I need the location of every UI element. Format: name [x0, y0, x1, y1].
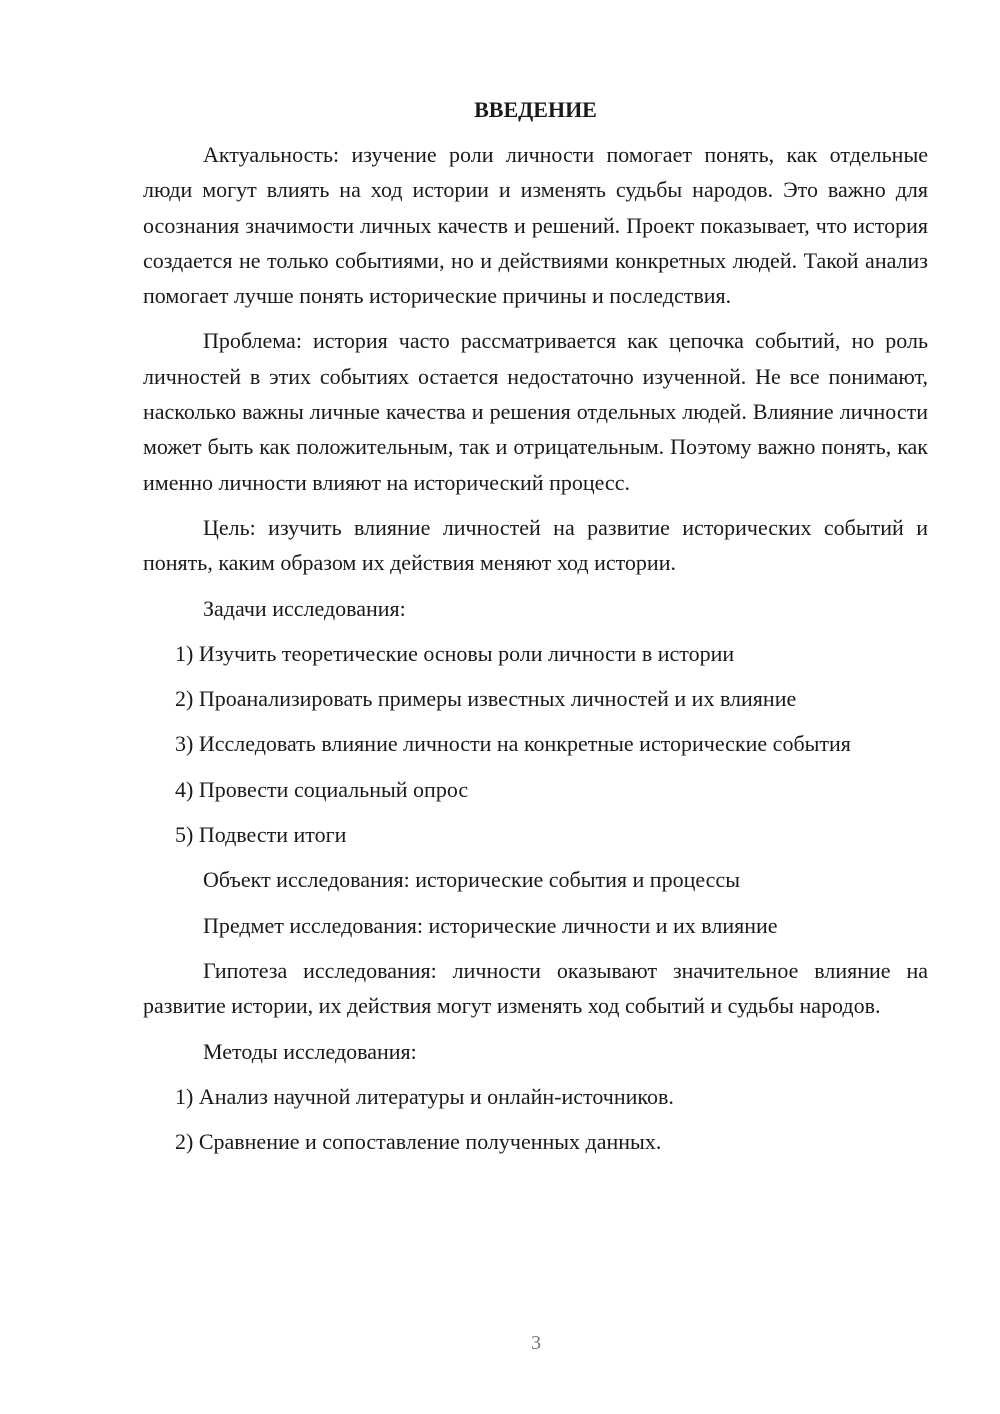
methods-heading: Методы исследования:: [203, 1038, 417, 1064]
task-item-4: 4) Провести социальный опрос: [175, 776, 469, 802]
task-item-1: 1) Изучить теоретические основы роли личности в истории: [175, 640, 735, 666]
task-item-3: 3) Исследовать влияние личности на конкретные исторические события: [175, 731, 851, 757]
goal-paragraph: Цель: изучить влияние личностей на развитие исторических событий и понять, каким образом их действия меняют ход истории.: [143, 514, 928, 576]
page-number: 3: [531, 1332, 541, 1354]
relevance-paragraph: Актуальность: изучение роли личности помогает понять, как отдельные люди могут влиять на ход истории и изменять судьбы народов. Это важно для осознания значимости личных качеств и решений. Проект показывает, что история создается не только событиями, но и действиями конкретных людей. Такой анализ помогает лучше понять исторические причины и последствия.: [143, 142, 928, 309]
method-item-2: 2) Сравнение и сопоставление полученных данных.: [175, 1129, 662, 1155]
task-item-5: 5) Подвести итоги: [175, 822, 347, 848]
section-title: ВВЕДЕНИЕ: [474, 97, 597, 122]
hypothesis-paragraph: Гипотеза исследования: личности оказывают значительное влияние на развитие истории, их действия могут изменять ход событий и судьбы народов.: [143, 957, 928, 1019]
problem-paragraph: Проблема: история часто рассматривается как цепочка событий, но роль личностей в этих событиях остается недостаточно изученной. Не все понимают, насколько важны личные качества и решения отдельных людей. Влияние личности может быть как положительным, так и отрицательным. Поэтому важно понять, как именно личности влияют на исторический процесс.: [143, 328, 928, 495]
tasks-heading: Задачи исследования:: [203, 595, 406, 621]
research-subject: Предмет исследования: исторические личности и их влияние: [203, 912, 778, 938]
method-item-1: 1) Анализ научной литературы и онлайн-источников.: [175, 1083, 674, 1109]
page-content: [143, 92, 928, 1169]
task-item-2: 2) Проанализировать примеры известных личностей и их влияние: [175, 686, 797, 712]
research-object: Объект исследования: исторические события и процессы: [203, 867, 740, 893]
